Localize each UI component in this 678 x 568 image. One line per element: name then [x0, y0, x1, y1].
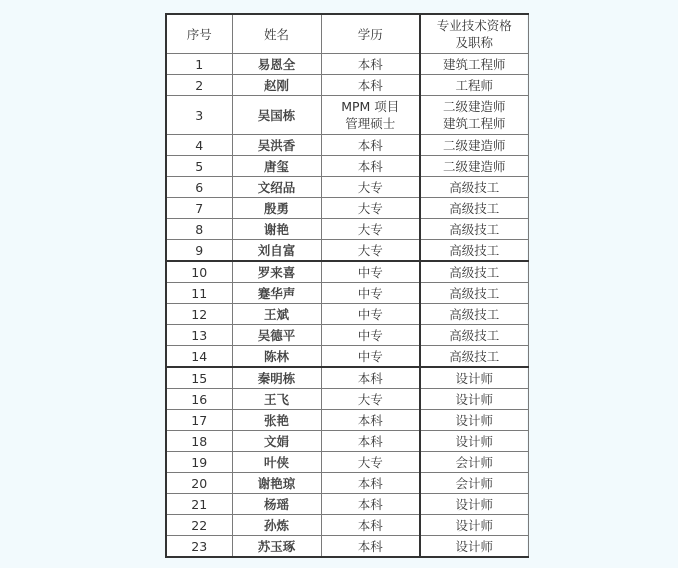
- cell-education: [321, 473, 420, 494]
- table-row: [166, 452, 528, 473]
- cell-name: [232, 283, 321, 304]
- cell-qualification-text: 设计师: [455, 412, 493, 428]
- cell-education-text: 中专: [357, 306, 383, 322]
- cell-serial: [166, 536, 232, 558]
- cell-serial: [166, 54, 232, 75]
- cell-name-text: 王斌: [263, 306, 289, 322]
- cell-qualification: [420, 473, 528, 494]
- cell-qualification: [420, 389, 528, 410]
- cell-qualification-text: 高级技工: [449, 348, 500, 364]
- cell-education: [321, 346, 420, 368]
- cell-name-text: 谢艳琼: [257, 475, 296, 491]
- header-qualification-text: 专业技术资格 及职称: [436, 18, 512, 50]
- cell-qualification: [420, 219, 528, 240]
- table-row: [166, 156, 528, 177]
- cell-qualification: [420, 304, 528, 325]
- cell-education-text: 本科: [357, 475, 383, 491]
- cell-serial: [166, 325, 232, 346]
- cell-qualification: [420, 452, 528, 473]
- cell-education: [321, 240, 420, 262]
- cell-name: [232, 135, 321, 156]
- cell-serial-text: 11: [191, 285, 208, 301]
- cell-serial-text: 19: [191, 454, 208, 470]
- cell-education-text: 本科: [357, 56, 383, 72]
- cell-name-text: 殷勇: [263, 200, 289, 216]
- cell-education: [321, 452, 420, 473]
- cell-education: [321, 96, 420, 135]
- cell-education-text: 本科: [357, 517, 383, 533]
- cell-name-text: 杨瑶: [263, 496, 289, 512]
- cell-name: [232, 325, 321, 346]
- cell-serial-text: 2: [195, 77, 204, 93]
- cell-education: [321, 494, 420, 515]
- cell-qualification-text: 会计师: [455, 475, 493, 491]
- cell-serial-text: 5: [195, 158, 204, 174]
- cell-qualification-text: 高级技工: [449, 221, 500, 237]
- cell-name-text: 苏玉琢: [257, 538, 296, 554]
- cell-qualification: [420, 240, 528, 262]
- cell-name: [232, 240, 321, 262]
- cell-name: [232, 367, 321, 389]
- table-header-row: [166, 14, 528, 54]
- cell-serial: [166, 283, 232, 304]
- cell-serial-text: 21: [191, 496, 208, 512]
- cell-qualification: [420, 494, 528, 515]
- cell-education: [321, 410, 420, 431]
- header-education: 学历: [321, 14, 420, 54]
- cell-qualification: [420, 346, 528, 368]
- cell-qualification: [420, 283, 528, 304]
- table-row: [166, 135, 528, 156]
- cell-education: [321, 304, 420, 325]
- cell-qualification-text: 设计师: [455, 391, 493, 407]
- cell-serial: [166, 515, 232, 536]
- cell-serial-text: 9: [195, 242, 204, 258]
- cell-name-text: 叶侠: [263, 454, 289, 470]
- cell-qualification-text: 高级技工: [449, 264, 500, 280]
- table-row: [166, 515, 528, 536]
- cell-education: [321, 536, 420, 558]
- cell-education: [321, 431, 420, 452]
- cell-serial-text: 14: [191, 348, 208, 364]
- cell-education-text: 本科: [357, 538, 383, 554]
- cell-serial-text: 12: [191, 306, 208, 322]
- cell-name-text: 蹇华声: [257, 285, 296, 301]
- cell-serial-text: 1: [195, 56, 204, 72]
- cell-serial-text: 23: [191, 538, 208, 554]
- cell-qualification: [420, 75, 528, 96]
- cell-name: [232, 346, 321, 368]
- cell-serial: [166, 177, 232, 198]
- cell-serial-text: 18: [191, 433, 208, 449]
- cell-education: [321, 325, 420, 346]
- cell-education: [321, 219, 420, 240]
- cell-qualification: [420, 536, 528, 558]
- header-name: 姓名: [232, 14, 321, 54]
- cell-qualification-text: 设计师: [455, 517, 493, 533]
- cell-education-text: 本科: [357, 77, 383, 93]
- cell-qualification-text: 二级建造师: [442, 137, 506, 153]
- cell-serial-text: 4: [195, 137, 204, 153]
- table-row: [166, 389, 528, 410]
- cell-qualification: [420, 177, 528, 198]
- cell-education: [321, 156, 420, 177]
- cell-education: [321, 198, 420, 219]
- cell-name: [232, 494, 321, 515]
- table-body: [166, 54, 528, 558]
- cell-serial: [166, 494, 232, 515]
- cell-education: [321, 367, 420, 389]
- cell-name-text: 文绍品: [257, 179, 296, 195]
- cell-name: [232, 54, 321, 75]
- cell-name-text: 文娟: [263, 433, 289, 449]
- cell-education: [321, 389, 420, 410]
- cell-education-text: MPM 项目 管理硕士: [341, 99, 400, 131]
- cell-name: [232, 473, 321, 494]
- cell-name-text: 刘自富: [257, 242, 296, 258]
- cell-serial: [166, 240, 232, 262]
- cell-qualification-text: 高级技工: [449, 200, 500, 216]
- cell-education-text: 大专: [357, 242, 383, 258]
- cell-education: [321, 261, 420, 283]
- cell-qualification: [420, 261, 528, 283]
- cell-name: [232, 515, 321, 536]
- cell-name: [232, 261, 321, 283]
- cell-serial-text: 7: [195, 200, 204, 216]
- cell-qualification-text: 设计师: [455, 370, 493, 386]
- cell-education-text: 本科: [357, 137, 383, 153]
- cell-education-text: 本科: [357, 433, 383, 449]
- cell-education: [321, 515, 420, 536]
- cell-serial: [166, 261, 232, 283]
- staff-qualification-table: [165, 13, 529, 558]
- cell-serial-text: 16: [191, 391, 208, 407]
- cell-qualification-text: 工程师: [455, 77, 493, 93]
- cell-name-text: 秦明栋: [257, 370, 296, 386]
- header-qualification: [420, 14, 528, 54]
- table-row: [166, 75, 528, 96]
- cell-name: [232, 452, 321, 473]
- cell-qualification: [420, 135, 528, 156]
- cell-name: [232, 75, 321, 96]
- table-row: [166, 410, 528, 431]
- cell-serial: [166, 367, 232, 389]
- cell-name-text: 唐玺: [263, 158, 289, 174]
- cell-education: [321, 75, 420, 96]
- cell-serial-text: 20: [191, 475, 208, 491]
- cell-education-text: 本科: [357, 370, 383, 386]
- cell-education-text: 中专: [357, 285, 383, 301]
- cell-qualification-text: 会计师: [455, 454, 493, 470]
- cell-name-text: 吴洪香: [257, 137, 296, 153]
- cell-qualification-text: 建筑工程师: [442, 56, 506, 72]
- cell-name: [232, 219, 321, 240]
- cell-serial: [166, 198, 232, 219]
- cell-serial-text: 15: [191, 370, 208, 386]
- cell-name: [232, 198, 321, 219]
- cell-serial: [166, 156, 232, 177]
- table-row: [166, 198, 528, 219]
- table-row: [166, 96, 528, 135]
- cell-qualification: [420, 198, 528, 219]
- header-serial: 序号: [166, 14, 232, 54]
- cell-education-text: 中专: [357, 327, 383, 343]
- cell-name: [232, 389, 321, 410]
- table-row: [166, 219, 528, 240]
- cell-education-text: 本科: [357, 158, 383, 174]
- cell-education-text: 中专: [357, 264, 383, 280]
- cell-education-text: 大专: [357, 179, 383, 195]
- cell-qualification-text: 高级技工: [449, 327, 500, 343]
- cell-qualification-text: 设计师: [455, 538, 493, 554]
- table-row: [166, 54, 528, 75]
- cell-qualification-text: 高级技工: [449, 306, 500, 322]
- table-row: [166, 177, 528, 198]
- cell-qualification: [420, 96, 528, 135]
- table-row: [166, 473, 528, 494]
- table-row: [166, 431, 528, 452]
- cell-qualification-text: 设计师: [455, 433, 493, 449]
- cell-qualification: [420, 156, 528, 177]
- cell-serial-text: 17: [191, 412, 208, 428]
- cell-qualification-text: 高级技工: [449, 179, 500, 195]
- cell-name-text: 王飞: [263, 391, 289, 407]
- cell-education-text: 大专: [357, 200, 383, 216]
- cell-education-text: 本科: [357, 496, 383, 512]
- table-row: [166, 325, 528, 346]
- cell-qualification-text: 高级技工: [449, 285, 500, 301]
- cell-education-text: 大专: [357, 221, 383, 237]
- cell-name: [232, 431, 321, 452]
- cell-qualification-text: 高级技工: [449, 242, 500, 258]
- cell-education-text: 本科: [357, 412, 383, 428]
- cell-name-text: 易恩全: [257, 56, 296, 72]
- cell-name: [232, 96, 321, 135]
- table-row: [166, 261, 528, 283]
- cell-name: [232, 304, 321, 325]
- cell-education: [321, 54, 420, 75]
- cell-serial: [166, 219, 232, 240]
- cell-qualification: [420, 515, 528, 536]
- cell-name: [232, 156, 321, 177]
- cell-name: [232, 536, 321, 558]
- table-row: [166, 536, 528, 558]
- cell-name-text: 吴国栋: [257, 107, 296, 123]
- table-row: [166, 367, 528, 389]
- cell-serial-text: 8: [195, 221, 204, 237]
- cell-name-text: 谢艳: [263, 221, 289, 237]
- table-row: [166, 494, 528, 515]
- cell-qualification-text: 二级建造师: [442, 158, 506, 174]
- cell-education-text: 中专: [357, 348, 383, 364]
- table-row: [166, 346, 528, 368]
- table-row: [166, 304, 528, 325]
- cell-serial-text: 13: [191, 327, 208, 343]
- cell-serial: [166, 135, 232, 156]
- cell-education: [321, 177, 420, 198]
- cell-name-text: 罗来喜: [257, 264, 296, 280]
- cell-name: [232, 410, 321, 431]
- cell-education: [321, 283, 420, 304]
- staff-qualification-table-wrap: [165, 13, 527, 558]
- cell-serial: [166, 346, 232, 368]
- cell-name-text: 吴德平: [257, 327, 296, 343]
- cell-name-text: 赵刚: [263, 77, 289, 93]
- cell-serial: [166, 75, 232, 96]
- cell-serial: [166, 96, 232, 135]
- cell-qualification: [420, 54, 528, 75]
- cell-qualification: [420, 431, 528, 452]
- cell-qualification-text: 设计师: [455, 496, 493, 512]
- table-row: [166, 283, 528, 304]
- cell-serial: [166, 389, 232, 410]
- cell-serial: [166, 431, 232, 452]
- cell-name: [232, 177, 321, 198]
- cell-name-text: 张艳: [263, 412, 289, 428]
- cell-serial-text: 6: [195, 179, 204, 195]
- cell-serial: [166, 473, 232, 494]
- table-row: [166, 240, 528, 262]
- cell-name-text: 陈林: [263, 348, 289, 364]
- cell-serial-text: 10: [191, 264, 208, 280]
- cell-qualification: [420, 325, 528, 346]
- cell-serial: [166, 452, 232, 473]
- cell-serial-text: 22: [191, 517, 208, 533]
- cell-serial: [166, 410, 232, 431]
- cell-qualification: [420, 367, 528, 389]
- cell-education-text: 大专: [357, 391, 383, 407]
- cell-qualification: [420, 410, 528, 431]
- cell-name-text: 孙炼: [263, 517, 289, 533]
- cell-serial-text: 3: [195, 107, 204, 123]
- cell-qualification-text: 二级建造师 建筑工程师: [442, 99, 506, 131]
- cell-education: [321, 135, 420, 156]
- cell-education-text: 大专: [357, 454, 383, 470]
- cell-serial: [166, 304, 232, 325]
